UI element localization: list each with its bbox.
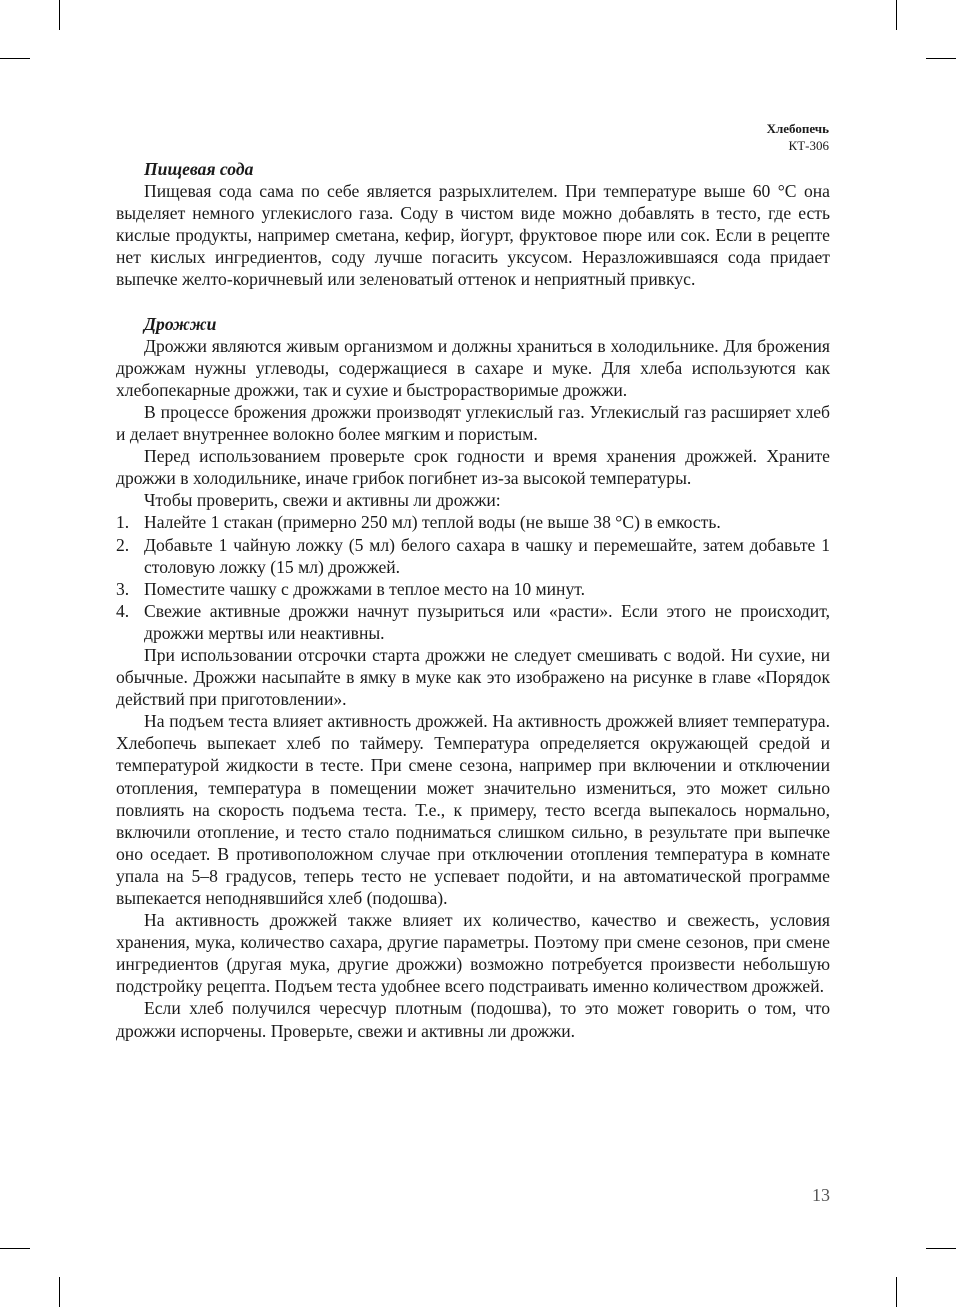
crop-mark-bottom-right: [896, 1277, 897, 1307]
paragraph: Пищевая сода сама по себе является разрыхлителем. При температуре выше 60 °С она выделяет немного углекислого газа. Соду в чистом виде можно добавлять в тесто, где есть кислые продукты, например сметана, кефир, йогурт, фруктовое пюре или сок. Если в рецепте нет кислых ингредиентов, соду лучше погасить уксусом. Неразложившаяся сода придает выпечке желто-коричневый или зеленоватый оттенок и неприятный привкус.: [116, 181, 830, 290]
section-heading: Пищевая сода: [144, 159, 254, 179]
crop-mark-top-left-h: [0, 58, 30, 59]
paragraph: При использовании отсрочки старта дрожжи не следует смешивать с водой. Ни сухие, ни обычные. Дрожжи насыпайте в ямку в муке как это изображено на рисунке в главе «Порядок действий при приготовлении».: [116, 644, 830, 710]
section-heading: Дрожжи: [144, 313, 217, 334]
paragraph: На подъем теста влияет активность дрожжей. На активность дрожжей влияет температура. Хлебопечь выпекает хлеб по таймеру. Температура определяется окружающей средой и температурой жидкости в тесте. При смене сезона, например при включении и отключении отопления, температура в помещении может значительно измениться, это может сильно повлиять на скорость подъема теста. Т.е., к примеру, тесто всегда выпекалось нормально, включили отопление, и тесто стало подниматься слишком сильно, в результате при выпечке оно оседает. В противоположном случае при отключении отопления температура в комнате упала на 5–8 градусов, теперь тесто не успевает подойти, и на автоматической программе выпекается неподнявшийся хлеб (подошва).: [116, 711, 830, 908]
list-item-number: 1.: [116, 512, 130, 533]
list-item-text: Поместите чашку с дрожжами в теплое место на 10 минут.: [144, 578, 586, 599]
list-item-text: Налейте 1 стакан (примерно 250 мл) теплой воды (не выше 38 °С) в емкость.: [144, 512, 721, 533]
page-number: 13: [812, 1185, 830, 1205]
list-item-text: Добавьте 1 чайную ложку (5 мл) белого сахара в чашку и перемешайте, затем добавьте 1 столовую ложку (15 мл) дрожжей.: [144, 534, 830, 577]
list-item-number: 4.: [116, 600, 130, 621]
section-yeast: [116, 313, 830, 1042]
crop-mark-top-right: [896, 0, 897, 30]
page-content: [116, 158, 830, 1042]
yeast-test-steps: [116, 511, 830, 644]
list-item-number: 2.: [116, 534, 130, 555]
crop-mark-bottom-left-h: [0, 1248, 30, 1249]
section-spacer: [116, 291, 830, 313]
paragraph: На активность дрожжей также влияет их количество, качество и свежесть, условия хранения, мука, количество сахара, другие параметры. Поэтому при смене сезонов, при смене ингредиентов (другая мука, другие дрожжи) возможно потребуется произвести небольшую подстройку рецепта. Подъем теста удобнее всего подстраивать именно количеством дрожжей.: [116, 910, 830, 997]
list-item: [116, 511, 830, 533]
list-item: [116, 600, 830, 644]
section-baking-soda: [116, 158, 830, 291]
running-header: [767, 120, 829, 154]
paragraph: Если хлеб получился чересчур плотным (подошва), то это может говорить о том, что дрожжи испорчены. Проверьте, свежи и активны ли дрожжи.: [116, 998, 830, 1041]
list-item: [116, 578, 830, 600]
header-model: КТ-306: [788, 138, 829, 153]
list-item: [116, 534, 830, 578]
crop-mark-bottom-right-h: [926, 1248, 956, 1249]
header-product-name: Хлебопечь: [766, 121, 829, 136]
crop-mark-top-right-h: [926, 58, 956, 59]
crop-mark-bottom-left: [59, 1277, 60, 1307]
paragraph: Перед использованием проверьте срок годности и время хранения дрожжей. Храните дрожжи в холодильнике, иначе грибок погибнет из-за высокой температуры.: [116, 446, 830, 489]
list-item-text: Свежие активные дрожжи начнут пузыриться или «расти». Если этого не происходит, дрожжи мертвы или неактивны.: [144, 600, 830, 643]
paragraph: Дрожжи являются живым организмом и должны храниться в холодильнике. Для брожения дрожжам нужны углеводы, содержащиеся в сахаре и муке. Для хлеба используются как хлебопекарные дрожжи, так и сухие и быстрорастворимые дрожжи.: [116, 335, 830, 400]
list-item-number: 3.: [116, 578, 130, 599]
paragraph: Чтобы проверить, свежи и активны ли дрожжи:: [144, 490, 501, 511]
paragraph: В процессе брожения дрожжи производят углекислый газ. Углекислый газ расширяет хлеб и делает внутреннее волокно более мягким и пористым.: [116, 401, 830, 445]
crop-mark-top-left: [59, 0, 60, 30]
